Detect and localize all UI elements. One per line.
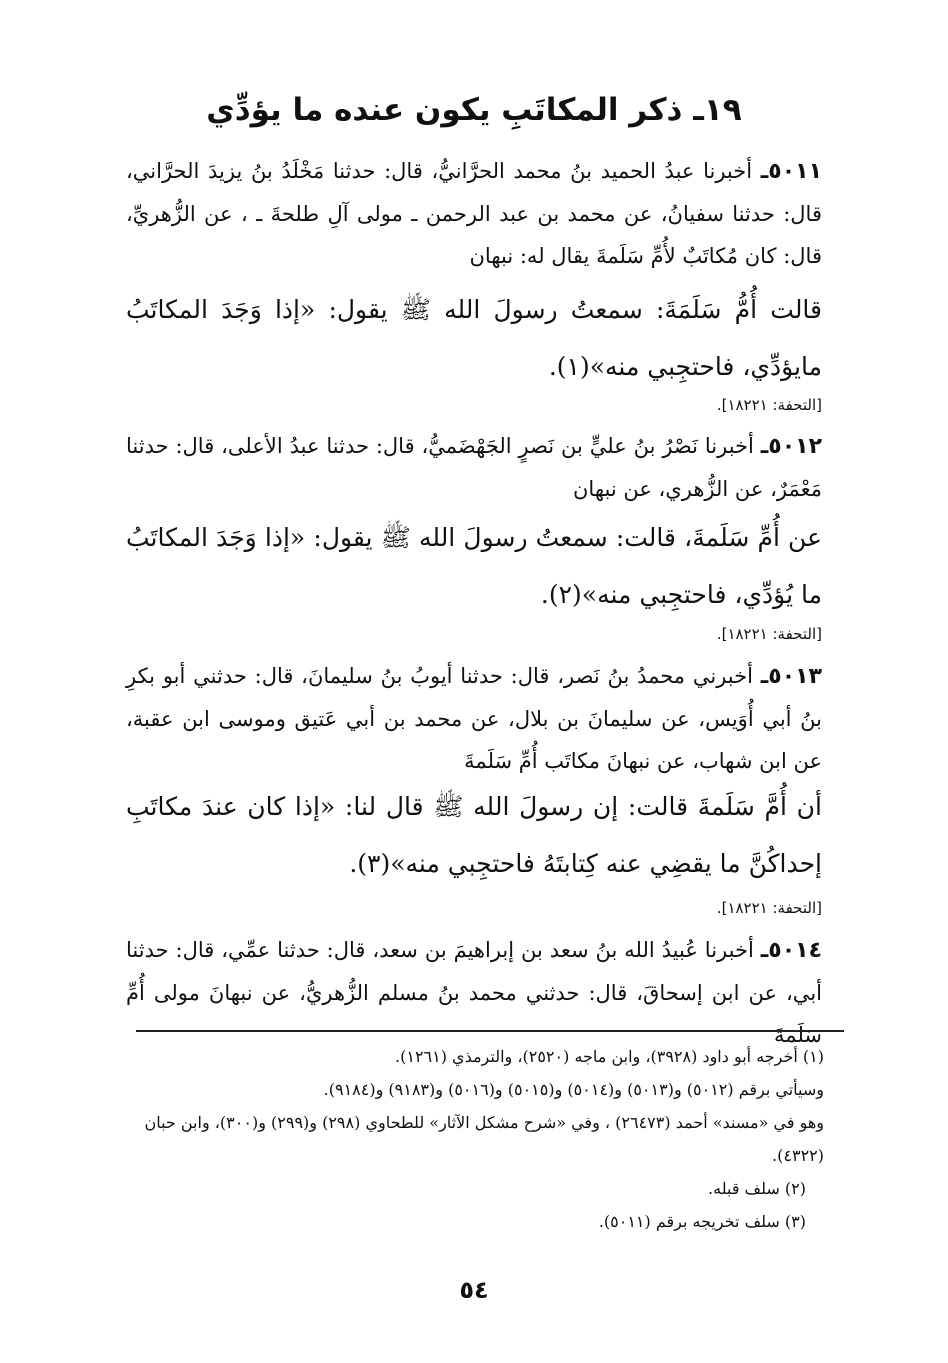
hadith-isnad — [126, 150, 822, 277]
hadith-number: ٥٠١٤ـ — [760, 938, 822, 963]
tuhfa-reference: [التحفة: ١٨٢٢١]. — [716, 625, 822, 643]
hadith-number: ٥٠١٣ـ — [760, 664, 822, 689]
page-number: ٥٤ — [459, 1276, 489, 1304]
footnote-continuation: وسيأتي برقم (٥٠١٢) و(٥٠١٣) و(٥٠١٤) و(٥٠١٥) و(٥٠١٦) و(٩١٨٣) و(٩١٨٤). — [323, 1080, 824, 1099]
hadith-matn: عن أُمِّ سَلَمةَ، قالت: سمعتُ رسولَ الله ﷺ يقول: «إذا وَجَدَ المكاتَبُ ما يُؤدِّي، فاحتجِبي منه»(٢). — [126, 523, 822, 609]
hadith-number: ٥٠١١ـ — [760, 159, 822, 184]
tuhfa-reference: [التحفة: ١٨٢٢١]. — [716, 396, 822, 414]
isnad-text: أخبرنا عبدُ الحميد بنُ محمد الحرَّانيُّ، قال: حدثنا مَخْلَدُ بنُ يزيدَ الحرَّاني، قال: حدثنا سفيانُ، عن محمد بن عبد الرحمن ـ مولى آلِ طلحةَ ـ ، عن الزُّهريِّ، قال: كان مُكاتَبٌ لأُمِّ سَلَمةَ يقال له: نبهان — [126, 159, 822, 268]
footnotes — [124, 1040, 824, 1238]
footnote: (٢) سلف قبله. — [708, 1179, 806, 1198]
hadith-matn: قالت أُمُّ سَلَمَةَ: سمعتُ رسولَ الله ﷺ يقول: «إذا وَجَدَ المكاتَبُ مايؤدِّي، فاحتجِبي منه»(١). — [126, 295, 822, 381]
hadith-isnad — [126, 425, 822, 510]
isnad-text: أخبرنا نَصْرُ بنُ عليٍّ بن نَصرٍ الجَهْضَميُّ، قال: حدثنا عبدُ الأعلى، قال: حدثنا مَعْمَرٌ، عن الزُّهري، عن نبهان — [126, 434, 822, 501]
isnad-text: أخبرني محمدُ بنُ نَصر، قال: حدثنا أيوبُ بنُ سليمانَ، قال: حدثني أبو بكرِ بنُ أبي أُوَيس، عن سليمانَ بن بلال، عن محمد بن أبي عَتيق وموسى ابن عقبة، عن ابن شهاب، عن نبهانَ مكاتَب أُمِّ سَلَمةَ — [126, 664, 822, 773]
footnote-divider — [136, 1030, 844, 1032]
footnote-continuation: وهو في «مسند» أحمد (٢٦٤٧٣) ، وفي «شرح مشكل الآثار» للطحاوي (٢٩٨) و(٢٩٩) و(٣٠٠)، وابن حبان (٤٣٢٢). — [144, 1113, 824, 1165]
hadith-isnad — [126, 655, 822, 782]
footnote: (١) أخرجه أبو داود (٣٩٢٨)، وابن ماجه (٢٥٢٠)، والترمذي (١٢٦١). — [395, 1047, 824, 1066]
tuhfa-reference: [التحفة: ١٨٢٢١]. — [716, 899, 822, 917]
isnad-text: أخبرنا عُبيدُ الله بنُ سعد بن إبراهيمَ بن سعد، قال: حدثنا عمِّي، قال: حدثنا أبي، عن ابن إسحاقَ، قال: حدثني محمد بنُ مسلم الزُّهريُّ، عن نبهانَ مولى أُمِّ سَلَمةَ — [126, 938, 822, 1047]
hadith-isnad — [126, 929, 822, 1056]
hadith-number: ٥٠١٢ـ — [760, 434, 822, 459]
footnote: (٣) سلف تخريجه برقم (٥٠١١). — [598, 1212, 806, 1231]
hadith-matn: أن أُمَّ سَلَمةَ قالت: إن رسولَ الله ﷺ قال لنا: «إذا كان عندَ مكاتَبِ إحداكُنَّ ما يقضِي عنه كِتابتَهُ فاحتجِبي منه»(٣). — [126, 792, 822, 878]
chapter-heading: ١٩ـ ذكر المكاتَبِ يكون عنده ما يؤدِّي — [206, 92, 742, 128]
